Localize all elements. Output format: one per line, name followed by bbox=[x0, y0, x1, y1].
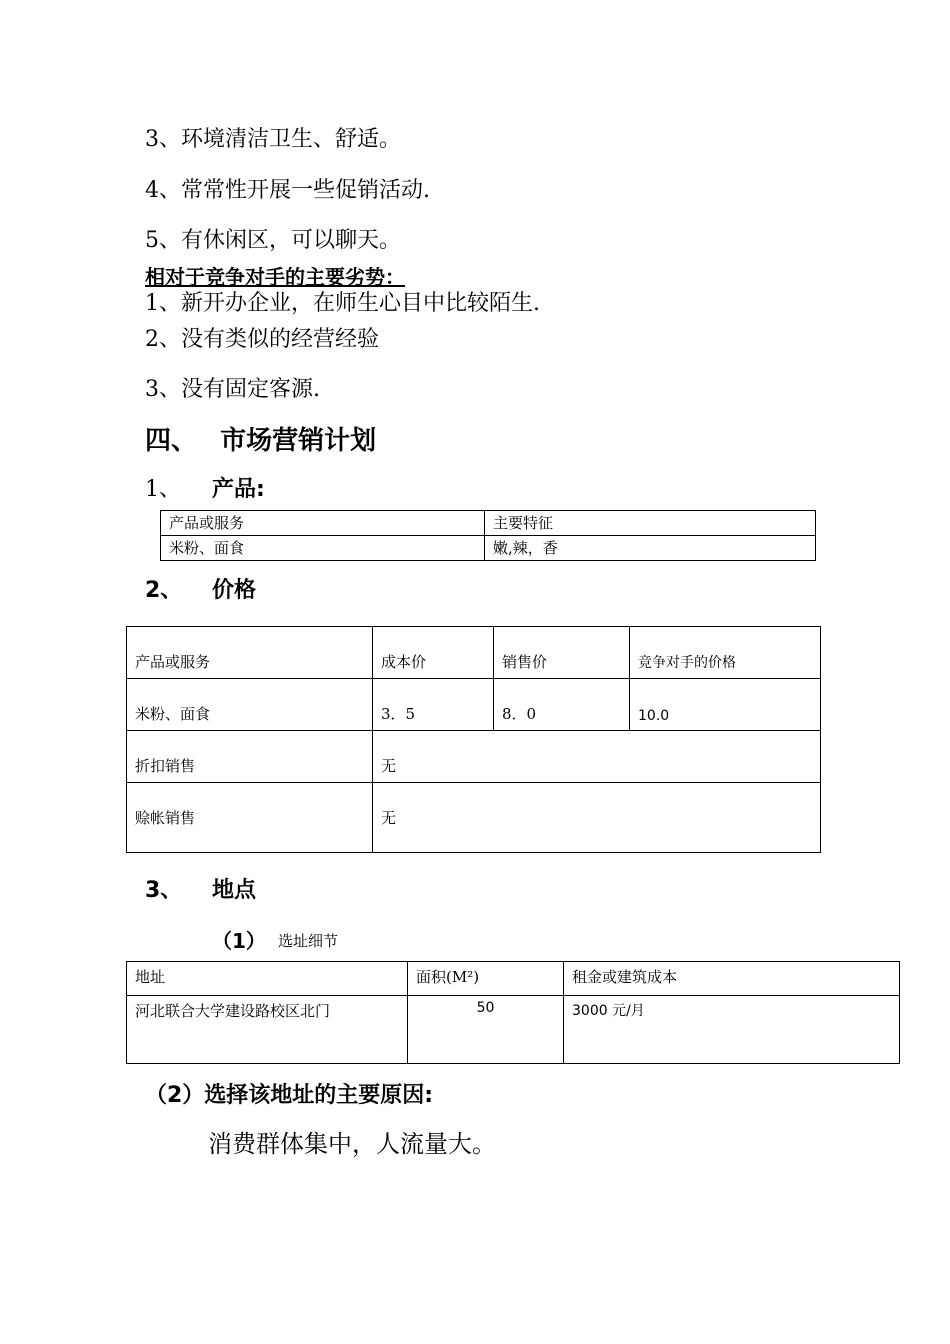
section-4-title bbox=[145, 420, 376, 457]
location-table bbox=[126, 961, 900, 1064]
section-4-text: 市场营销计划 bbox=[220, 426, 377, 456]
location-cell-area: 50 bbox=[408, 996, 564, 1064]
location-sub1-label: 选址细节 bbox=[278, 932, 339, 950]
price-header-sale: 销售价 bbox=[494, 627, 630, 679]
location-cell-address: 河北联合大学建设路校区北门 bbox=[127, 996, 408, 1064]
price-cell-sale: 8．0 bbox=[494, 679, 630, 731]
table-row bbox=[161, 511, 816, 536]
product-number: 1、 bbox=[145, 477, 181, 502]
price-cell-cost: 3．5 bbox=[373, 679, 494, 731]
disadvantage-item-3: 3、没有固定客源. bbox=[145, 377, 320, 402]
product-header-service: 产品或服务 bbox=[161, 511, 485, 536]
location-header-address: 地址 bbox=[127, 962, 408, 996]
price-header-cost: 成本价 bbox=[373, 627, 494, 679]
table-row bbox=[127, 679, 821, 731]
product-cell-service: 米粉、面食 bbox=[161, 536, 485, 561]
product-label: 产品: bbox=[212, 477, 265, 502]
table-row bbox=[127, 731, 821, 783]
price-cell-service: 米粉、面食 bbox=[127, 679, 373, 731]
price-number: 2、 bbox=[145, 578, 183, 603]
product-cell-feature: 嫩,辣，香 bbox=[485, 536, 816, 561]
table-row bbox=[127, 962, 900, 996]
price-table bbox=[126, 626, 821, 853]
discount-label: 折扣销售 bbox=[127, 731, 373, 783]
table-row bbox=[161, 536, 816, 561]
price-header-service: 产品或服务 bbox=[127, 627, 373, 679]
location-header-rent: 租金或建筑成本 bbox=[564, 962, 900, 996]
disadvantage-item-1: 1、新开办企业，在师生心目中比较陌生. bbox=[145, 291, 540, 316]
advantage-item-3: 3、环境清洁卫生、舒适。 bbox=[145, 127, 401, 152]
product-table bbox=[160, 510, 816, 561]
credit-value: 无 bbox=[373, 783, 821, 853]
credit-label: 赊帐销售 bbox=[127, 783, 373, 853]
table-row bbox=[127, 996, 900, 1064]
table-row bbox=[127, 627, 821, 679]
location-cell-rent: 3000 元/月 bbox=[564, 996, 900, 1064]
section-4-number: 四、 bbox=[145, 426, 198, 456]
location-reason: 消费群体集中，人流量大。 bbox=[208, 1130, 496, 1158]
disadvantages-heading: 相对于竞争对手的主要劣势： bbox=[145, 265, 405, 289]
location-sub1-number: （1） bbox=[212, 929, 266, 953]
advantage-item-5: 5、有休闲区，可以聊天。 bbox=[145, 228, 401, 253]
price-label: 价格 bbox=[212, 578, 257, 603]
location-sub2-heading: （2）选择该地址的主要原因: bbox=[145, 1083, 434, 1108]
table-row bbox=[127, 783, 821, 853]
location-number: 3、 bbox=[145, 878, 183, 903]
price-cell-competitor: 10.0 bbox=[630, 679, 821, 731]
discount-value: 无 bbox=[373, 731, 821, 783]
price-header-competitor: 竞争对手的价格 bbox=[630, 627, 821, 679]
location-header-area: 面积(M²) bbox=[408, 962, 564, 996]
location-label: 地点 bbox=[212, 878, 257, 903]
disadvantage-item-2: 2、没有类似的经营经验 bbox=[145, 327, 379, 352]
advantage-item-4: 4、常常性开展一些促销活动. bbox=[145, 178, 430, 203]
product-header-feature: 主要特征 bbox=[485, 511, 816, 536]
